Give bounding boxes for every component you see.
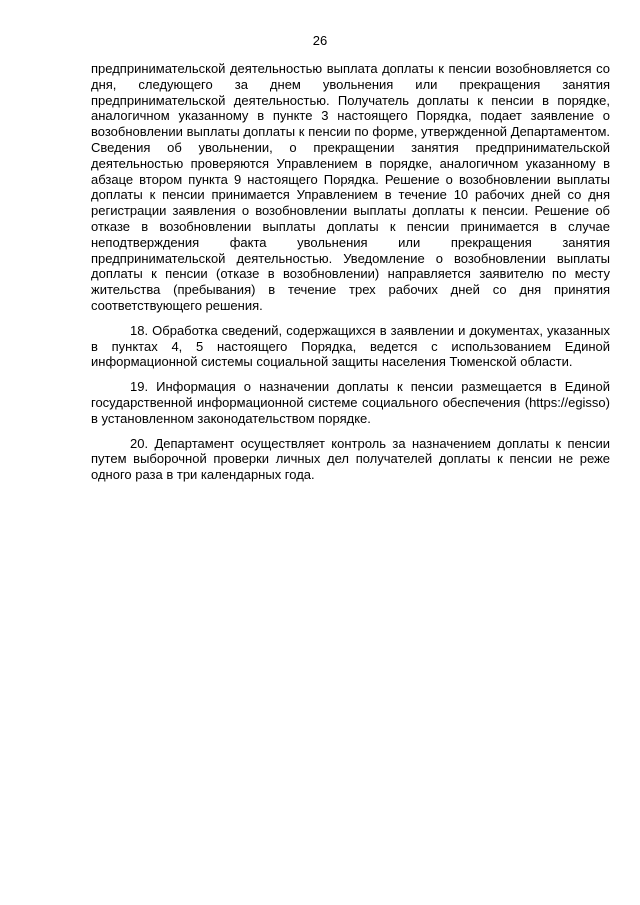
- paragraph-20: 20. Департамент осуществляет контроль за назначением доплаты к пенсии путем выборочной проверки личных дел получателей доплаты к пенсии не реже одного раза в три календарных года.: [91, 435, 610, 483]
- paragraph-17-continuation: предпринимательской деятельностью выплата доплаты к пенсии возобновляется со дня, следующего за днем увольнения или прекращения занятия предпринимательской деятельностью. Получатель доплаты к пенсии в порядке, аналогичном указанному в пункте 3 настоящего Порядка, подает заявление о возобновлении выплаты доплаты к пенсии по форме, утвержденной Департаментом. Сведения об увольнении, о прекращении занятия предпринимательской деятельностью проверяются Управлением в порядке, аналогичном указанному в абзаце втором пункта 9 настоящего Порядка. Решение о возобновлении выплаты доплаты к пенсии принимается Управлением в течение 10 рабочих дней со дня регистрации заявления о возобновлении выплаты доплаты к пенсии. Решение об отказе в возобновлении выплаты доплаты к пенсии принимается в случае неподтверждения факта увольнения или прекращения занятия предпринимательской деятельностью. Уведомление о возобновлении выплаты доплаты к пенсии (отказе в возобновлении) направляется заявителю по месту жительства (пребывания) в течение трех рабочих дней со дня принятия соответствующего решения.: [91, 61, 610, 313]
- document-body: [91, 61, 610, 483]
- paragraph-19: 19. Информация о назначении доплаты к пенсии размещается в Единой государственной информационной системе социального обеспечения (https://egisso) в установленном законодательством порядке.: [91, 379, 610, 426]
- paragraph-18: 18. Обработка сведений, содержащихся в заявлении и документах, указанных в пунктах 4, 5 настоящего Порядка, ведется с использованием Единой информационной системы социальной защиты населения Тюменской области.: [91, 322, 610, 370]
- page-number: 26: [312, 33, 328, 48]
